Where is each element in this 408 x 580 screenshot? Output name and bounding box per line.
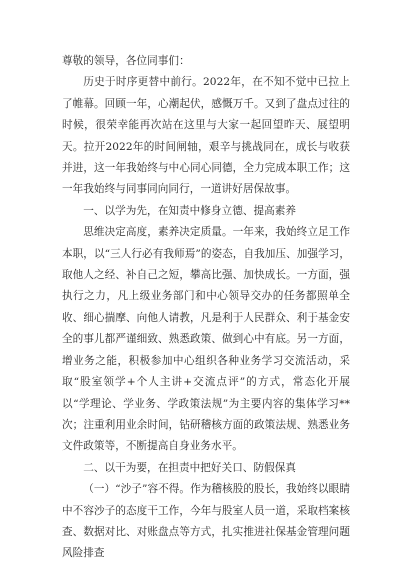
salutation: 尊敬的领导，各位同事们：	[62, 55, 190, 67]
section-heading-two: 二、以干为要，在担责中把好关口、防假保真	[83, 461, 297, 474]
section-heading-one: 一、以学为先，在知责中修身立德、提高素养	[83, 204, 297, 217]
paragraph-review: 历史于时序更替中前行。2022年，在不知不觉中已拉上了帷幕。回顾一年，心潮起伏，感慨万千。又到了盘点过往的时候，很荣幸能再次站在这里与大家一起回望昨天、展望明天。拉开2022年的时间闸轴，艰辛与挑战同在，成长与收获并进，这一年我始终与中心同心同德，全力完成本职工作；这一年我始终与同事同向同行，一道讲好居保故事。	[62, 76, 350, 196]
document-body	[62, 51, 350, 565]
paragraph-audit: （一）“沙子”容不得。作为稽核股的股长，我始终以眼睛中不容沙子的态度干工作，今年与股室人员一道，采取档案核查、数据对比、对账盘点等方式，扎实推进社保基金管理问题风险排查	[62, 483, 350, 560]
paragraph-learning: 思维决定高度，素养决定质量。一年来，我始终立足工作本职，以“三人行必有我师焉”的姿态，自我加压、加强学习，取他人之经、补自己之短，攀高比强、加快成长。一方面，强执行之力，凡上级业务部门和中心领导交办的任务都照单全收、细心揣摩、向他人请教，凡是利于人民群众、利于基金安全的事儿都严谨细致、熟悉政策、做到心中有底。另一方面，增业务之能，积极参加中心组织各种业务学习交流活动，采取“股室领学+个人主讲+交流点评”的方式，常态化开展以“学理论、学业务、学政策法规”为主要内容的集体学习**次；注重利用业余时间，钻研稽核方面的政策法规、熟悉业务文件政策等，不断提高自身业务水平。	[62, 226, 350, 453]
